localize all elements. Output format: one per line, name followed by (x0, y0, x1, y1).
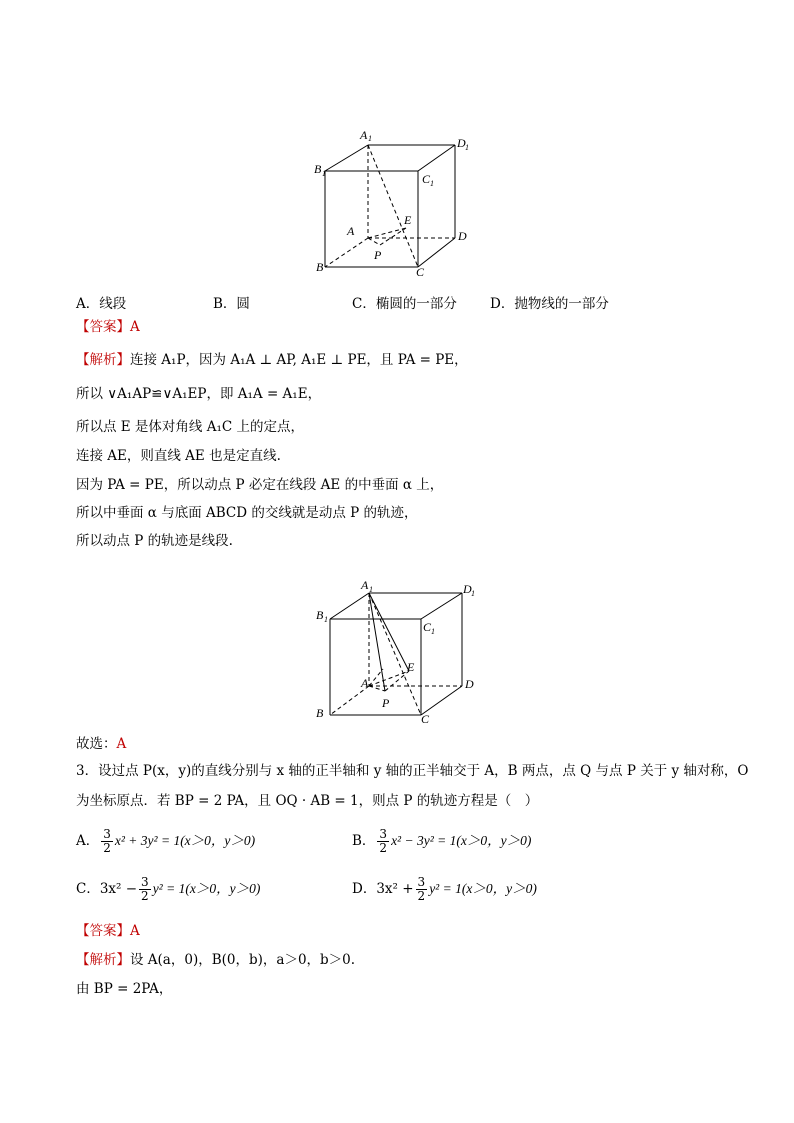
label-B1: B (314, 162, 322, 176)
label2-B: B (316, 706, 324, 720)
option-c: C．椭圆的一部分 (352, 296, 457, 312)
label-E: E (404, 213, 412, 227)
answer-q2: 【答案】A (76, 319, 140, 335)
svg-text:1: 1 (324, 615, 328, 624)
label2-C1: C (423, 620, 432, 634)
label2-D1: D (463, 582, 472, 596)
label-D1: D (457, 136, 466, 150)
cube-figure-1 (300, 125, 500, 285)
choice-q2: 故选：A (76, 736, 127, 752)
q3-option-b: B． $\frac{3}{2}$ x² − 3y² = 1(x＞0，y＞0) (352, 827, 532, 855)
question3-line2: 为坐标原点．若 BP = 2 PA，且 OQ · AB = 1，则点 P 的轨迹方程是（ ） (76, 793, 539, 809)
label-B: B (316, 260, 324, 274)
svg-text:1: 1 (369, 585, 373, 594)
label2-A1: A (361, 578, 369, 592)
label-C: C (416, 265, 425, 279)
label-C1: C (422, 172, 431, 186)
q3-option-a: A． $\frac{3}{2}$ x² + 3y² = 1(x＞0，y＞0) (76, 827, 256, 855)
label-P: P (374, 248, 382, 262)
label-A: A (347, 224, 355, 238)
svg-text:1: 1 (322, 169, 326, 178)
label2-B1: B (316, 608, 324, 622)
option-a: A．线段 (76, 296, 127, 312)
label2-E: E (407, 660, 415, 674)
analysis-q2-line1: 【解析】连接 A₁P，因为 A₁A ⊥ AP, A₁E ⊥ PE，且 PA = PE， (76, 352, 468, 368)
option-d: D．抛物线的一部分 (490, 296, 609, 312)
label-D: D (458, 229, 467, 243)
label-A1: A (360, 128, 368, 142)
label2-C: C (421, 712, 430, 726)
cube-figure-2 (305, 573, 505, 733)
analysis-q2-line7: 所以动点 P 的轨迹是线段. (76, 533, 233, 549)
analysis-q2-line4: 连接 AE，则直线 AE 也是定直线. (76, 448, 281, 464)
label2-D: D (465, 677, 474, 691)
svg-text:1: 1 (431, 627, 435, 636)
analysis-q2-line5: 因为 PA = PE，所以动点 P 必定在线段 AE 的中垂面 α 上， (76, 477, 444, 493)
analysis-q2-line6: 所以中垂面 α 与底面 ABCD 的交线就是动点 P 的轨迹， (76, 505, 418, 521)
analysis-q2-line2: 所以 ∨A₁AP≌∨A₁EP，即 A₁A = A₁E， (76, 386, 322, 402)
analysis-q2-line3: 所以点 E 是体对角线 A₁C 上的定点， (76, 419, 305, 435)
svg-text:1: 1 (465, 143, 469, 152)
svg-text:1: 1 (368, 134, 372, 143)
q3-option-c: C．3x² − $\frac{3}{2}$ y² = 1(x＞0，y＞0) (76, 875, 261, 903)
svg-text:1: 1 (430, 179, 434, 188)
answer-q3: 【答案】A (76, 923, 140, 939)
analysis-q3-line2: 由 BP = 2PA， (76, 981, 173, 997)
svg-text:1: 1 (471, 589, 475, 598)
q3-option-d: D．3x² + $\frac{3}{2}$ y² = 1(x＞0，y＞0) (352, 875, 537, 903)
label2-P: P (382, 696, 390, 710)
option-b: B．圆 (213, 296, 250, 312)
label2-A: A (361, 676, 369, 690)
question3-line1: 3．设过点 P(x，y)的直线分别与 x 轴的正半轴和 y 轴的正半轴交于 A，B 两点，点 Q 与点 P 关于 y 轴对称，O (76, 763, 749, 779)
analysis-q3-line1: 【解析】设 A(a，0)，B(0，b)，a＞0，b＞0. (76, 952, 356, 968)
